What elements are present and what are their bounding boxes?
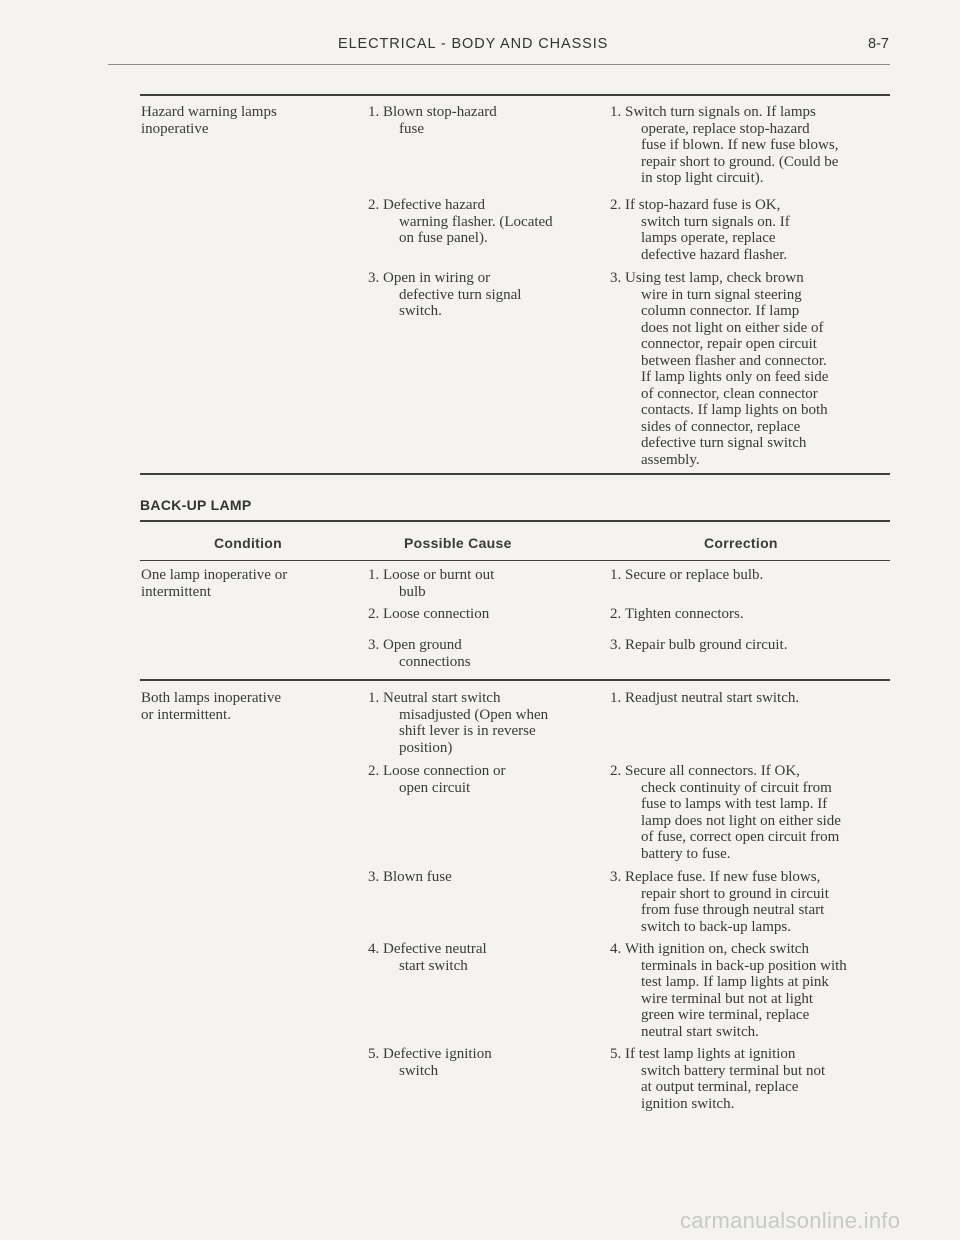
correction-text: Secure or replace bulb. — [625, 567, 764, 583]
cause-item — [368, 637, 593, 670]
correction-number: 2. — [610, 197, 622, 213]
correction-item — [610, 270, 885, 468]
cause-item — [368, 763, 593, 796]
cause-text: Defective ignition switch — [383, 1046, 492, 1079]
page-header — [0, 36, 960, 56]
condition-text: One lamp inoperative or intermittent — [141, 567, 288, 600]
section-title: BACK-UP LAMP — [140, 497, 252, 513]
cause-item — [368, 104, 593, 137]
cause-text: Blown stop-hazard fuse — [383, 104, 497, 137]
cause-text: Loose connection — [383, 606, 490, 622]
cause-text: Loose connection or open circuit — [383, 763, 506, 796]
correction-number: 2. — [610, 606, 622, 622]
cause-number: 3. — [368, 869, 380, 885]
cause-number: 2. — [368, 606, 380, 622]
cause-item — [368, 567, 593, 600]
cause-number: 3. — [368, 270, 380, 286]
cause-number: 1. — [368, 690, 380, 706]
correction-item — [610, 606, 885, 623]
cause-item — [368, 1046, 593, 1079]
correction-number: 3. — [610, 869, 622, 885]
cause-text: Neutral start switch misadjusted (Open when shift lever is in reverse position) — [383, 690, 549, 756]
cause-text: Defective neutral start switch — [383, 941, 487, 974]
cause-text: Blown fuse — [383, 869, 452, 885]
correction-item — [610, 941, 885, 1040]
cause-number: 2. — [368, 763, 380, 779]
cause-number: 4. — [368, 941, 380, 957]
cause-item — [368, 197, 593, 247]
table-rule — [140, 473, 890, 475]
condition-text: Both lamps inoperative or intermittent. — [141, 690, 281, 723]
watermark: carmanualsonline.info — [680, 1208, 901, 1233]
correction-text: Switch turn signals on. If lamps operate, replace stop-hazard fuse if blown. If new fuse blows, repair short to ground. (Could be in stop light circuit). — [625, 104, 839, 186]
correction-number: 4. — [610, 941, 622, 957]
page-number: 8-7 — [868, 36, 889, 52]
cause-number: 2. — [368, 197, 380, 213]
correction-number: 3. — [610, 637, 622, 653]
table-rule — [140, 560, 890, 561]
column-header-correction: Correction — [704, 535, 778, 551]
cause-number: 1. — [368, 567, 380, 583]
correction-item — [610, 763, 885, 862]
cause-number: 5. — [368, 1046, 380, 1062]
correction-item — [610, 197, 885, 263]
column-header-condition: Condition — [214, 535, 283, 551]
correction-item — [610, 567, 885, 584]
cause-item — [368, 941, 593, 974]
correction-item — [610, 690, 885, 707]
cause-item — [368, 270, 593, 320]
correction-number: 1. — [610, 567, 622, 583]
correction-number: 5. — [610, 1046, 622, 1062]
correction-text: Readjust neutral start switch. — [625, 690, 800, 706]
cause-item — [368, 869, 593, 886]
correction-item — [610, 637, 885, 654]
correction-number: 2. — [610, 763, 622, 779]
cause-text: Open ground connections — [383, 637, 471, 670]
table-rule — [140, 679, 890, 681]
correction-text: Repair bulb ground circuit. — [625, 637, 788, 653]
cause-item — [368, 690, 593, 756]
correction-text: Using test lamp, check brown wire in turn signal steering column connector. If lamp does not light on either side of connector, repair open circuit between flasher and connector. If lamp lights only on feed side of connector, clean connector contacts. If lamp lights on both sides of connector, replace defective turn signal switch assembly. — [625, 270, 829, 468]
correction-text: With ignition on, check switch terminals in back-up position with test lamp. If lamp lights at pink wire terminal but not at light green wire terminal, replace neutral start switch. — [625, 941, 847, 1040]
table-rule — [140, 520, 890, 522]
correction-item — [610, 104, 885, 187]
column-header-cause: Possible Cause — [404, 535, 512, 551]
condition-text: Hazard warning lamps inoperative — [141, 104, 277, 137]
header-rule — [108, 64, 890, 65]
page-title: ELECTRICAL - BODY AND CHASSIS — [338, 36, 609, 52]
correction-text: Tighten connectors. — [625, 606, 744, 622]
correction-text: Replace fuse. If new fuse blows, repair short to ground in circuit from fuse through neutral start switch to back-up lamps. — [625, 869, 829, 935]
correction-number: 1. — [610, 690, 622, 706]
correction-item — [610, 869, 885, 935]
table-rule — [140, 94, 890, 96]
correction-number: 1. — [610, 104, 622, 120]
cause-text: Loose or burnt out bulb — [383, 567, 495, 600]
cause-item — [368, 606, 593, 623]
cause-number: 3. — [368, 637, 380, 653]
cause-text: Open in wiring or defective turn signal switch. — [383, 270, 522, 319]
correction-item — [610, 1046, 885, 1112]
cause-text: Defective hazard warning flasher. (Located on fuse panel). — [383, 197, 553, 246]
correction-text: Secure all connectors. If OK, check continuity of circuit from fuse to lamps with test lamp. If lamp does not light on either side of fuse, correct open circuit from battery to fuse. — [625, 763, 841, 862]
correction-text: If stop-hazard fuse is OK, switch turn signals on. If lamps operate, replace defective hazard flasher. — [625, 197, 790, 263]
correction-number: 3. — [610, 270, 622, 286]
cause-number: 1. — [368, 104, 380, 120]
correction-text: If test lamp lights at ignition switch battery terminal but not at output terminal, replace ignition switch. — [625, 1046, 826, 1112]
